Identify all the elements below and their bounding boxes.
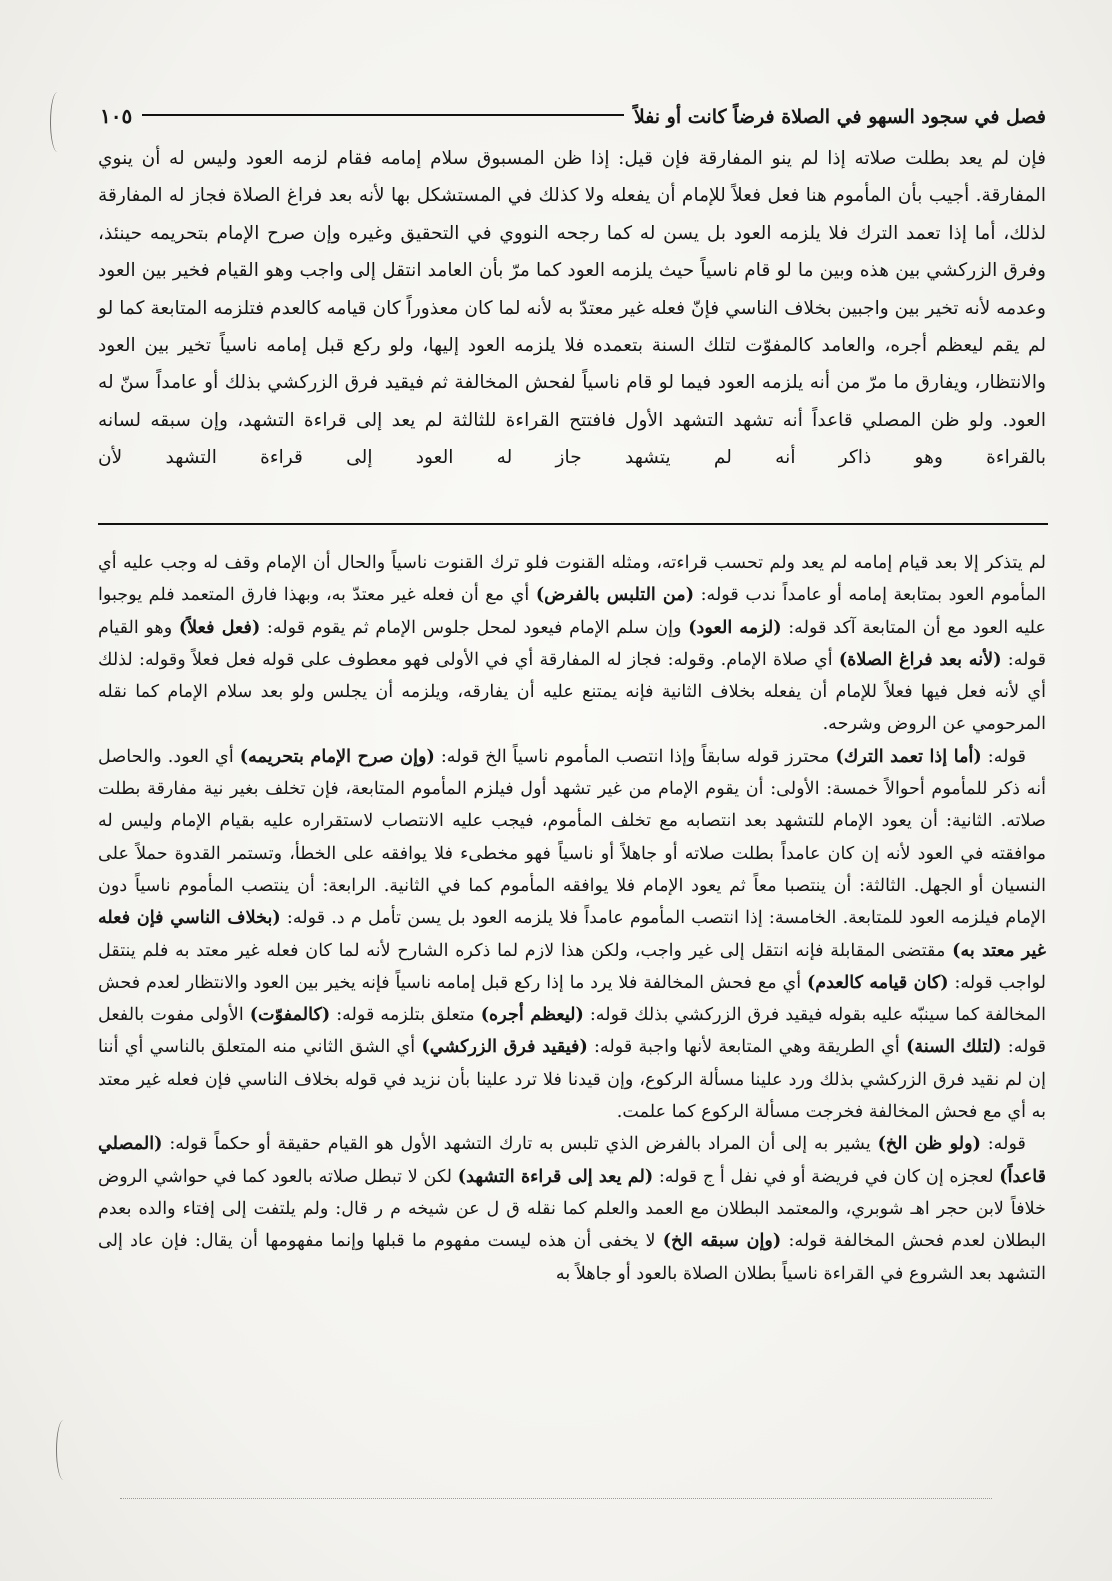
running-title: فصل في سجود السهو في الصلاة فرضاً كانت أو نفلاً: [633, 106, 1046, 128]
page-number: ١٠٥: [100, 104, 133, 128]
main-paragraph: فإن لم يعد بطلت صلاته إذا لم ينو المفارقة فإن قيل: إذا ظن المسبوق سلام إمامه فقام لزمه العود وليس له أن ينوي المفارقة. أجيب بأن المأموم هنا فعل فعلاً للإمام أن يفعله ولا كذلك في المستشكل بها لأنه بعد فراغ الصلاة فجاز له المفارقة لذلك، أما إذا تعمد الترك فلا يلزمه العود بل يسن له كما رجحه النووي في التحقيق وغيره وإن صرح الإمام بتحريمه حينئذ، وفرق الزركشي بين هذه وبين ما لو قام ناسياً حيث يلزمه العود كما مرّ بأن العامد انتقل إلى واجب وهو القيام فخير بين العود وعدمه لأنه تخير بين واجبين بخلاف الناسي فإنّ فعله غير معتدّ به لأنه لما كان معذوراً كان قيامه كالعدم فتلزمه المتابعة كما لو لم يقم ليعظم أجره، والعامد كالمفوّت لتلك السنة بتعمده فلا يلزمه العود إليها، ولو ركع قبل إمامه ناسياً تخير بين العود والانتظار، ويفارق ما مرّ من أنه يلزمه العود فيما لو قام ناسياً لفحش المخالفة ثم فيقيد فرق الزركشي بذلك أو عامداً سنّ له العود. ولو ظن المصلي قاعداً أنه تشهد التشهد الأول فافتتح القراءة للثالثة لم يعد إلى قراءة التشهد، وإن سبقه لسانه بالقراءة وهو ذاكر أنه لم يتشهد جاز له العود إلى قراءة التشهد لأن: [98, 148, 1046, 469]
commentary-block: [98, 547, 1046, 1290]
commentary-paragraph: لم يتذكر إلا بعد قيام إمامه لم يعد ولم تحسب قراءته، ومثله القنوت فلو ترك القنوت ناسياً والحال أن الإمام وقف له وجب عليه أي المأموم العود بمتابعة إمامه أو عامداً ندب قوله: (من التلبس بالفرض) أي مع أن فعله غير معتدّ به، وبهذا فارق المتعمد فلم يوجبوا عليه العود مع أن المتابعة آكد قوله: (لزمه العود) وإن سلم الإمام فيعود لمحل جلوس الإمام ثم يقوم قوله: (فعل فعلاً) وهو القيام قوله: (لأنه بعد فراغ الصلاة) أي صلاة الإمام. وقوله: فجاز له المفارقة أي في الأولى فهو معطوف على قوله فعل فعلاً وقوله: لذلك أي لأنه فعل فيها فعلاً للإمام أن يفعله بخلاف الثانية فإنه يمتنع عليه أن يفارقه، ويلزمه أن يجلس ولو بعد سلام الإمام كما نقله المرحومي عن الروض وشرحه.: [98, 553, 1046, 735]
running-header: [100, 88, 1046, 128]
main-text-block: [98, 140, 1046, 477]
header-rule: [142, 114, 624, 116]
binding-edge-mark: [56, 1420, 71, 1480]
bottom-margin-trace: [120, 1498, 992, 1499]
commentary-paragraph: قوله: (أما إذا تعمد الترك) محترز قوله سابقاً وإذا انتصب المأموم ناسياً الخ قوله: (وإن صرح الإمام بتحريمه) أي العود. والحاصل أنه ذكر للمأموم أحوالاً خمسة: الأولى: أن يقوم الإمام من غير تشهد أول فيلزم المأموم المتابعة، فإن تخلف بغير نية مفارقة بطلت صلاته. الثانية: أن يعود الإمام للتشهد بعد انتصابه مع تخلف المأموم، فيجب عليه الانتصاب لاستقراره عليه بقيام الإمام وليس له موافقته في العود لأنه إن كان عامداً بطلت صلاته أو جاهلاً أو ناسياً فهو مخطىء فلا يوافقه على الخطأ، وتستمر القدوة حملاً على النسيان أو الجهل. الثالثة: أن ينتصبا معاً ثم يعود الإمام فلا يوافقه المأموم كما في الثانية. الرابعة: أن ينتصب المأموم ناسياً دون الإمام فيلزمه العود للمتابعة. الخامسة: إذا انتصب المأموم عامداً فلا يلزمه العود بل يسن تأمل م د. قوله: (بخلاف الناسي فإن فعله غير معتد به) مقتضى المقابلة فإنه انتقل إلى غير واجب، ولكن هذا لازم لما ذكره الشارح لأنه لما كان فعله غير معتد به فلم ينتقل لواجب قوله: (كان قيامه كالعدم) أي مع فحش المخالفة فلا يرد ما إذا ركع قبل إمامه ناسياً فإنه يخير بين العود والانتظار لعدم فحش المخالفة كما سينبّه عليه بقوله فيقيد فرق الزركشي بذلك قوله: (ليعظم أجره) متعلق بتلزمه قوله: (كالمفوّت) الأولى مفوت بالفعل قوله: (لتلك السنة) أي الطريقة وهي المتابعة لأنها واجبة قوله: (فيقيد فرق الزركشي) أي الشق الثاني منه المتعلق بالناسي أي أننا إن لم نقيد فرق الزركشي بذلك ورد علينا مسألة الركوع، وإن قيدنا فلا ترد علينا بأن نزيد في قوله بخلاف الناسي فإن فعله غير معتد به أي مع فحش المخالفة فخرجت مسألة الركوع كما علمت.: [98, 745, 1047, 1123]
commentary-paragraph: قوله: (ولو ظن الخ) يشير به إلى أن المراد بالفرض الذي تلبس به تارك التشهد الأول هو القيام حقيقة أو حكماً قوله: (المصلي قاعداً) لعجزه إن كان في فريضة أو في نفل أ ج قوله: (لم يعد إلى قراءة التشهد) لكن لا تبطل صلاته بالعود كما في حواشي الروض خلافاً لابن حجر اهـ شوبري، والمعتمد البطلان مع العمد والعلم كما نقله ق ل عن شيخه م ر قال: ولم يلتفت إلى إفتاء والده بعدم البطلان لعدم فحش المخالفة قوله: (وإن سبقه الخ) لا يخفى أن هذه ليست مفهوم ما قبلها وإنما مفهومها أن يقال: فإن عاد إلى التشهد بعد الشروع في القراءة ناسياً بطلان الصلاة بالعود أو جاهلاً به: [98, 1133, 1047, 1284]
binding-edge-mark: [50, 92, 65, 152]
footnote-separator-rule: [98, 523, 1048, 525]
